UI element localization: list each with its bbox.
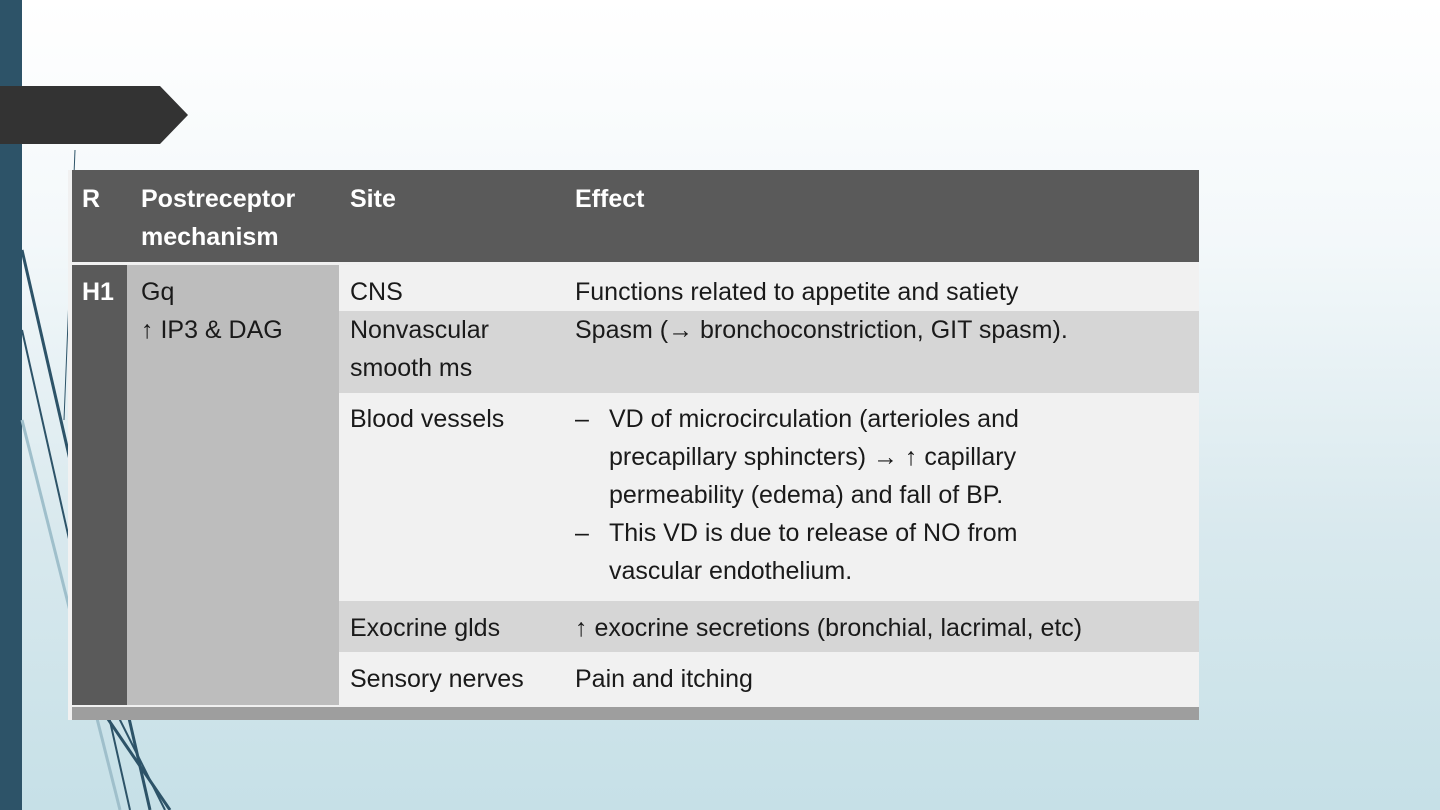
site-blood-vessels: Blood vessels bbox=[350, 405, 505, 433]
effect-sensory-nerves: Pain and itching bbox=[575, 665, 753, 693]
site-sensory-nerves: Sensory nerves bbox=[350, 665, 524, 693]
header-mechanism-line2: mechanism bbox=[141, 223, 279, 251]
header-r: R bbox=[82, 185, 101, 213]
header-site: Site bbox=[350, 185, 396, 213]
effect-nonvascular: Spasm (→ bronchoconstriction, GIT spasm). bbox=[575, 316, 1068, 344]
receptor-column bbox=[72, 265, 127, 705]
site-nonvascular-line2: smooth ms bbox=[350, 354, 473, 382]
site-cns: CNS bbox=[350, 278, 403, 306]
header-mechanism-line1: Postreceptor bbox=[141, 185, 296, 213]
mechanism-ip3-dag: ↑ IP3 & DAG bbox=[141, 316, 283, 344]
site-nonvascular-line1: Nonvascular bbox=[350, 316, 489, 344]
header-effect: Effect bbox=[575, 185, 645, 213]
table-bottom-border bbox=[72, 707, 1199, 720]
effect-exocrine: ↑ exocrine secretions (bronchial, lacrimal, etc) bbox=[575, 614, 1083, 642]
effect-cns: Functions related to appetite and satiety bbox=[575, 278, 1019, 306]
receptor-h1: H1 bbox=[82, 278, 114, 306]
blood-vessels-bullet-1: – VD of microcirculation (arterioles and precapillary sphincters) → ↑ capillary permeability (edema) and fall of BP. bbox=[575, 400, 1175, 514]
site-exocrine: Exocrine glds bbox=[350, 614, 501, 642]
blood-vessels-bullet-2: – This VD is due to release of NO from vascular endothelium. bbox=[575, 514, 1175, 590]
histamine-receptor-table bbox=[68, 170, 1199, 720]
effect-blood-vessels bbox=[575, 400, 1175, 590]
mechanism-gq: Gq bbox=[141, 278, 175, 306]
title-tab-shape bbox=[0, 86, 188, 144]
